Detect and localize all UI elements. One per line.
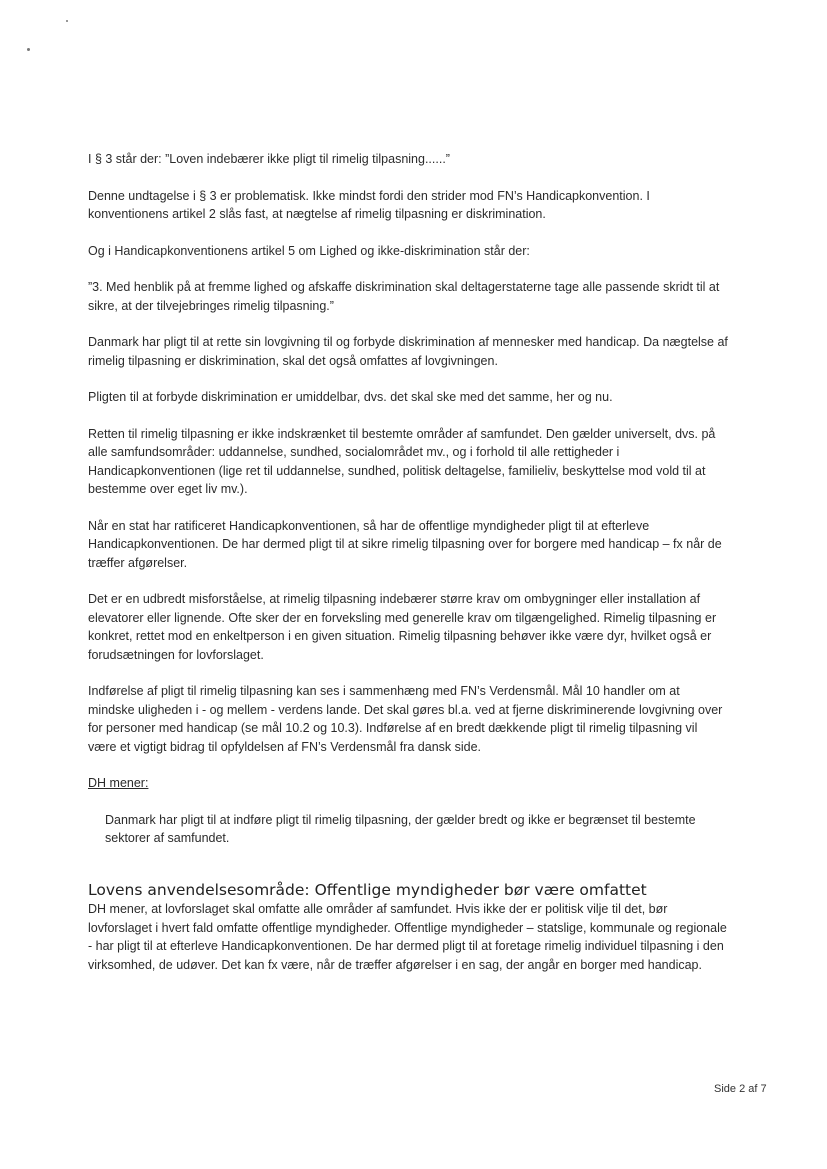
dh-heading: DH mener:	[88, 776, 149, 790]
paragraph: Når en stat har ratificeret Handicapkonventionen, så har de offentlige myndigheder pligt til at efterleve Handicapkonventionen. De har dermed pligt til at sikre rimelig tilpasning over for borgere med handicap – fx når de træffer afgørelser.	[88, 518, 722, 570]
scope-section	[88, 880, 728, 974]
scan-speck	[66, 20, 68, 22]
paragraph: Pligten til at forbyde diskrimination er umiddelbar, dvs. det skal ske med det samme, her og nu.	[88, 390, 613, 404]
paragraph: Det er en udbredt misforståelse, at rimelig tilpasning indebærer større krav om ombygninger eller installation af elevatorer eller lignende. Ofte sker der en forveksling med generelle krav om tilgængelighed. Rimelig tilpasning er konkret, rettet mod en enkeltperson i en given situation. Rimelig tilpasning behøver ikke være dyr, hvilket også er forudsætningen for lovforslaget.	[88, 592, 717, 662]
paragraph: Og i Handicapkonventionens artikel 5 om Lighed og ikke-diskrimination står der:	[88, 243, 530, 258]
section-body: DH mener, at lovforslaget skal omfatte alle områder af samfundet. Hvis ikke der er politisk vilje til det, bør lovforslaget i hvert fald omfatte offentlige myndigheder. Offentlige myndigheder – statslige, kommunale og regionale - har pligt til at efterleve Handicapkonventionen. De har dermed pligt til at foretage rimelig individuel tilpasning i den virksomhed, de udøver. Det kan fx være, når de træffer afgørelser i en sag, der angår en borger med handicap.	[88, 902, 727, 972]
paragraph: Retten til rimelig tilpasning er ikke indskrænket til bestemte områder af samfundet. Den gælder universelt, dvs. på alle samfundsområder: uddannelse, sundhed, socialområdet mv., og i forhold til alle rettigheder i Handicapkonventionen (lige ret til uddannelse, sundhed, politisk deltagelse, familieliv, beskyttelse mod vold til at bestemme over eget liv mv.).	[88, 426, 716, 496]
paragraph: I § 3 står der: ”Loven indebærer ikke pligt til rimelig tilpasning......”	[88, 152, 450, 166]
paragraph: Denne undtagelse i § 3 er problematisk. Ikke mindst fordi den strider mod FN’s Handicapkonvention. I konventionens artikel 2 slås fast, at nægtelse af rimelig tilpasning er diskrimination.	[88, 188, 650, 221]
body-text	[88, 150, 728, 866]
section-heading: Lovens anvendelsesområde: Offentlige myndigheder bør være omfattet	[88, 881, 647, 899]
dh-statement: Danmark har pligt til at indføre pligt til rimelig tilpasning, der gælder bredt og ikke er begrænset til bestemte sektorer af samfundet.	[105, 812, 696, 845]
quote-paragraph: ”3. Med henblik på at fremme lighed og afskaffe diskrimination skal deltagerstaterne tage alle passende skridt til at sikre, at der tilvejebringes rimelig tilpasning.”	[88, 280, 720, 313]
paragraph: Danmark har pligt til at rette sin lovgivning til og forbyde diskrimination af mennesker med handicap. Da nægtelse af rimelig tilpasning er diskrimination, skal det også omfattes af lovgivningen.	[88, 335, 728, 368]
scan-speck	[27, 48, 30, 51]
paragraph: Indførelse af pligt til rimelig tilpasning kan ses i sammenhæng med FN’s Verdensmål. Mål 10 handler om at mindske uligheden i - og mellem - verdens lande. Det skal gøres bl.a. ved at fjerne diskriminerende lovgivning over for personer med handicap (se mål 10.2 og 10.3). Indførelse af en bredt dækkende pligt til rimelig tilpasning vil være et vigtigt bidrag til opfyldelsen af FN’s Verdensmål fra dansk side.	[88, 684, 723, 754]
page-number: Side 2 af 7	[714, 1083, 767, 1095]
